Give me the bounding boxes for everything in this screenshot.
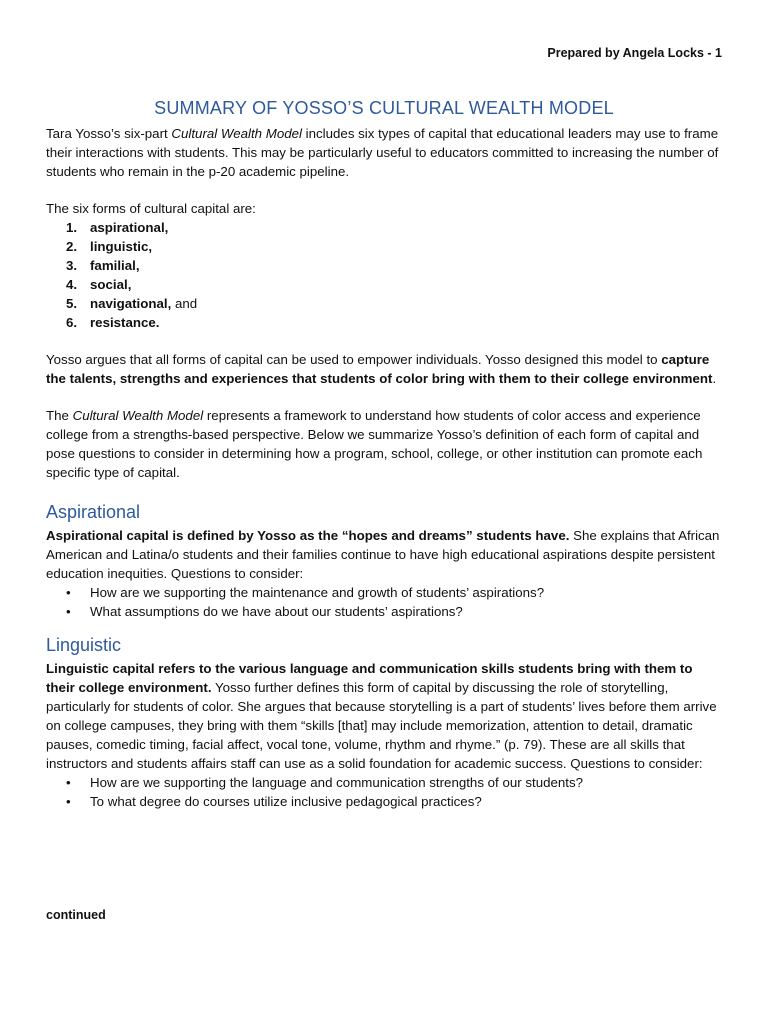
linguistic-questions [46,773,722,811]
list-item: • What assumptions do we have about our students’ aspirations? [66,604,463,619]
list-item: 6. resistance. [66,315,160,330]
list-item: 4. social, [66,277,132,292]
forms-list [46,218,722,332]
bullet-icon: • [66,604,71,619]
document-body [46,124,722,823]
list-item: • How are we supporting the language and communication strengths of our students? [66,775,584,790]
linguistic-paragraph: Linguistic capital refers to the various language and communication skills students bring with them to their college environment. Yosso further defines this form of capital by discussing the role of storytelling, particularly for students of color. She argues that because storytelling is a part of students’ lives before them arrive on college campuses, they bring with them “skills [that] may include memorization, attention to detail, dramatic pauses, comedic timing, facial affect, vocal tone, volume, rhythm and rhyme.” (p. 79). These are all skills that instructors and students affairs staff can use as a solid foundation for academic success. Questions to consider: [46,661,717,771]
aspirational-paragraph: Aspirational capital is defined by Yosso as the “hopes and dreams” students have. She explains that African American and Latina/o students and their families continue to have high educational aspirations despite persistent education inequities. Questions to consider: [46,528,720,581]
list-item: 5. navigational, and [66,296,198,311]
bullet-icon: • [66,775,71,790]
aspirational-questions [46,583,722,621]
bullet-icon: • [66,794,71,809]
list-item: • To what degree do courses utilize inclusive pedagogical practices? [66,794,482,809]
page-header: Prepared by Angela Locks - 1 [547,46,722,60]
framework-paragraph: The Cultural Wealth Model represents a framework to understand how students of color access and experience college from a strengths-based perspective. Below we summarize Yosso’s definition of each form of capital and pose questions to consider in determining how a program, school, college, or other institution can promote each specific type of capital. [46,408,703,480]
section-heading-linguistic: Linguistic [46,635,122,655]
list-item: 1. aspirational, [66,220,169,235]
list-item: • How are we supporting the maintenance and growth of students’ aspirations? [66,585,545,600]
section-heading-aspirational: Aspirational [46,502,141,522]
list-item: 2. linguistic, [66,239,153,254]
continued-label: continued [46,908,106,922]
list-item: 3. familial, [66,258,140,273]
intro-paragraph: Tara Yosso’s six-part Cultural Wealth Model includes six types of capital that educational leaders may use to frame their interactions with students. This may be particularly useful to educators committed to increasing the number of students who remain in the p-20 academic pipeline. [46,126,719,179]
page-title: SUMMARY OF YOSSO’S CULTURAL WEALTH MODEL [154,98,614,118]
empower-paragraph: Yosso argues that all forms of capital can be used to empower individuals. Yosso designed this model to capture the talents, strengths and experiences that students of color bring with them to their college environment. [46,352,717,386]
bullet-icon: • [66,585,71,600]
forms-lead: The six forms of cultural capital are: [46,201,256,216]
